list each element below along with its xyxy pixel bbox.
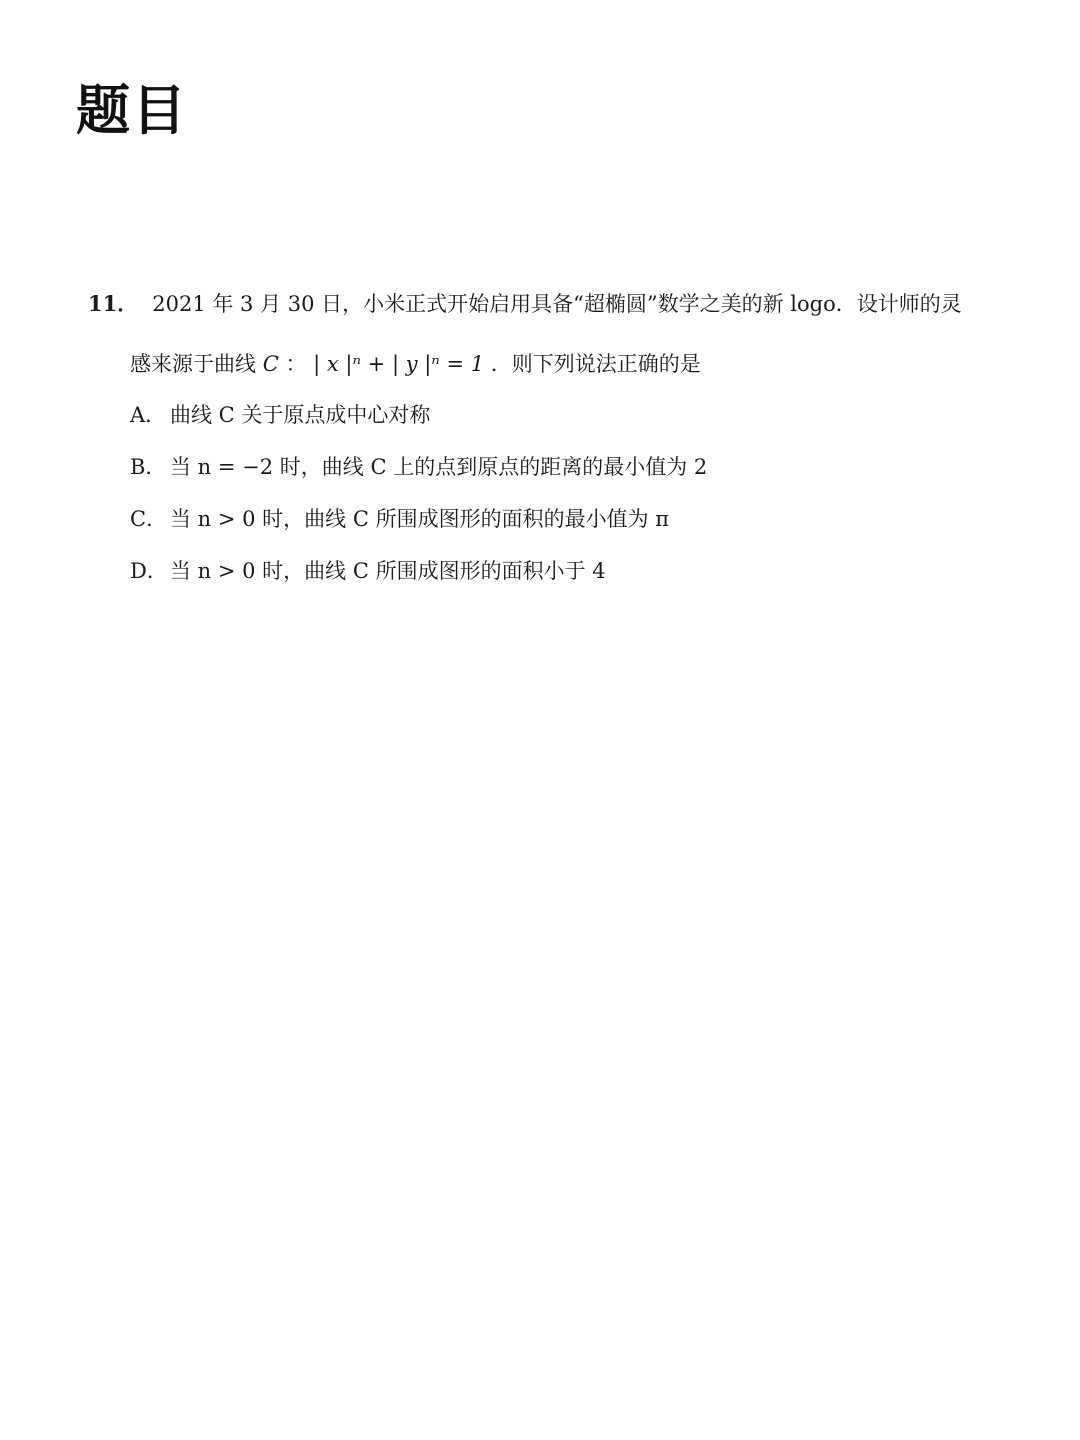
option-b[interactable]	[130, 452, 1018, 504]
option-a[interactable]	[130, 400, 1018, 452]
question-number: 11．	[88, 291, 139, 316]
option-text: 曲线 C 关于原点成中心对称	[170, 403, 431, 427]
stem-suffix: ．则下列说法正确的是	[490, 352, 701, 376]
option-text: 当 n = −2 时，曲线 C 上的点到原点的距离的最小值为 2	[170, 455, 708, 479]
curve-equation: | x |ⁿ + | y |ⁿ = 1	[313, 352, 485, 376]
question-11	[88, 284, 1018, 608]
option-letter: A．	[130, 403, 167, 427]
question-stem-line-1	[88, 284, 1018, 324]
option-letter: D．	[130, 559, 168, 583]
question-stem-line-2	[88, 344, 1018, 384]
option-d[interactable]	[130, 556, 1018, 608]
question-stem-text: 2021 年 3 月 30 日，小米正式开始启用具备“超椭圆”数学之美的新 logo．设计师的灵	[152, 292, 962, 316]
curve-colon: ：	[285, 352, 307, 376]
option-letter: C．	[130, 507, 168, 531]
option-c[interactable]	[130, 504, 1018, 556]
option-text: 当 n > 0 时，曲线 C 所围成图形的面积小于 4	[170, 559, 606, 583]
option-letter: B．	[130, 455, 167, 479]
page-heading: 题目	[76, 79, 188, 142]
answer-options	[88, 400, 1018, 608]
curve-name: C	[262, 352, 279, 376]
option-text: 当 n > 0 时，曲线 C 所围成图形的面积的最小值为 π	[170, 507, 670, 531]
stem-prefix: 感来源于曲线	[130, 352, 256, 376]
